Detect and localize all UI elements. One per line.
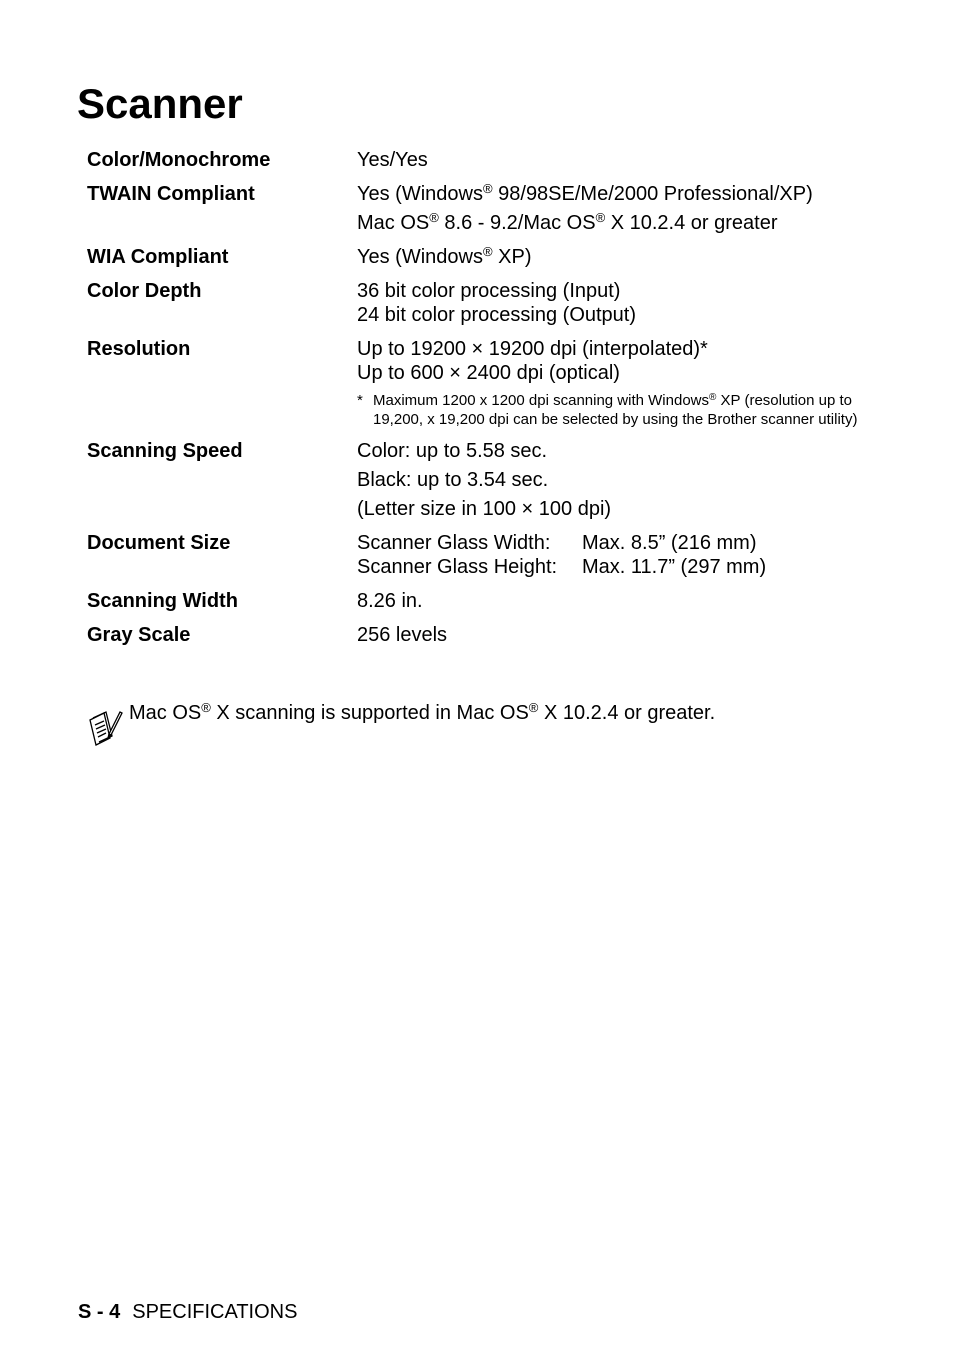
spec-value-line: Yes (Windows® 98/98SE/Me/2000 Professional/XP): [357, 181, 813, 205]
document-size-height: [357, 555, 867, 579]
spec-value: [357, 623, 867, 647]
spec-value-line: Black: up to 3.54 sec.: [357, 469, 549, 491]
document-size-width: [357, 531, 867, 555]
spec-sub-value: Max. 8.5” (216 mm): [582, 532, 757, 554]
spec-row-resolution: [87, 337, 867, 429]
spec-value-line: (Letter size in 100 × 100 dpi): [357, 498, 612, 520]
spec-value: [357, 337, 867, 429]
spec-row-gray-scale: [87, 623, 867, 647]
spec-value: [357, 279, 867, 327]
section-name: SPECIFICATIONS: [132, 1301, 298, 1323]
spec-value-line: Yes (Windows® XP): [357, 244, 532, 268]
footnote-marker: *: [357, 392, 363, 409]
note-text: Mac OS® X scanning is supported in Mac OS® X 10.2.4 or greater.: [129, 700, 716, 724]
spec-value: [357, 148, 867, 172]
spec-label: Gray Scale: [87, 624, 191, 646]
spec-value-line: 256 levels: [357, 624, 448, 646]
spec-value-line: 36 bit color processing (Input): [357, 280, 621, 302]
spec-value-line: Color: up to 5.58 sec.: [357, 440, 548, 462]
spec-sub-label: Scanner Glass Height:: [357, 556, 558, 578]
spec-label: TWAIN Compliant: [87, 183, 255, 205]
resolution-footnote: [357, 392, 867, 429]
spec-value: [357, 589, 867, 613]
note: [87, 700, 715, 748]
spec-value-line: 24 bit color processing (Output): [357, 304, 637, 326]
spec-value-line: Yes/Yes: [357, 149, 428, 171]
spec-value-line: 8.26 in.: [357, 590, 423, 612]
page-number: S - 4: [78, 1301, 121, 1323]
page-footer: [78, 1300, 297, 1324]
spec-row-wia-compliant: [87, 245, 867, 269]
spec-table: [87, 148, 867, 657]
spec-value: [357, 245, 867, 269]
spec-label: Document Size: [87, 532, 231, 554]
spec-row-color-monochrome: [87, 148, 867, 172]
spec-label: Resolution: [87, 338, 191, 360]
spec-sub-value: Max. 11.7” (297 mm): [582, 556, 767, 578]
spec-value: [357, 439, 867, 521]
spec-value-line: Up to 600 × 2400 dpi (optical): [357, 362, 620, 384]
spec-row-color-depth: [87, 279, 867, 327]
footnote-text: Maximum 1200 x 1200 dpi scanning with Windows® XP (resolution up to 19,200, x 19,200 dpi can be selected by using the Brother scanner utility): [373, 392, 858, 428]
note-pad-pencil-icon: [87, 708, 123, 748]
spec-row-document-size: [87, 531, 867, 579]
spec-sub-label: Scanner Glass Width:: [357, 532, 551, 554]
spec-value-line: Up to 19200 × 19200 dpi (interpolated)*: [357, 338, 708, 360]
page-title: Scanner: [77, 80, 243, 127]
spec-row-scanning-width: [87, 589, 867, 613]
spec-label: WIA Compliant: [87, 246, 229, 268]
spec-label: Color/Monochrome: [87, 149, 271, 171]
spec-value: [357, 531, 867, 579]
spec-value: [357, 182, 867, 235]
spec-label: Color Depth: [87, 280, 202, 302]
spec-label: Scanning Width: [87, 590, 238, 612]
spec-row-twain-compliant: [87, 182, 867, 235]
spec-value-line: Mac OS® 8.6 - 9.2/Mac OS® X 10.2.4 or greater: [357, 210, 778, 234]
spec-label: Scanning Speed: [87, 440, 243, 462]
spec-row-scanning-speed: [87, 439, 867, 521]
